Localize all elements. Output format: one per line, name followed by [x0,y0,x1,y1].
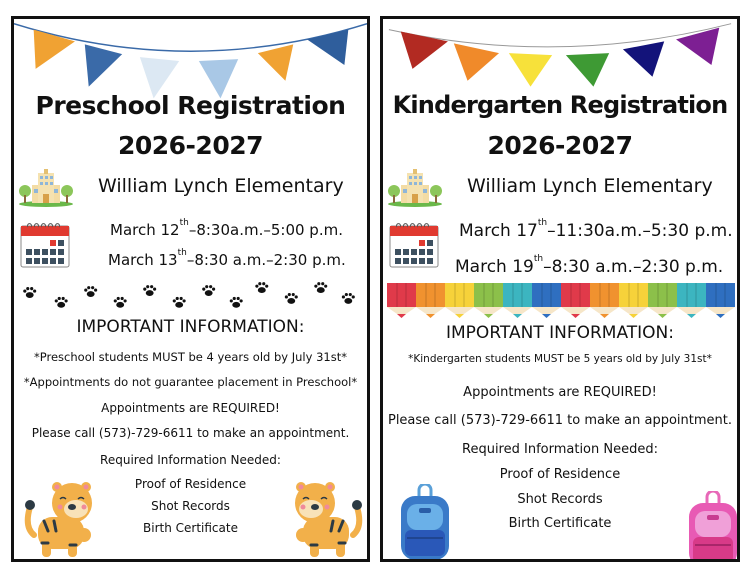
pink-backpack-icon [685,491,740,562]
important-heading: IMPORTANT INFORMATION: [446,323,674,343]
school-row [14,167,367,207]
flyer-title: Kindergarten Registration [392,91,728,119]
school-year: 2026-2027 [117,131,264,160]
flyer-title: Preschool Registration [35,91,346,120]
appointments-required: Appointments are REQUIRED! [101,401,280,415]
required-item: Proof of Residence [134,477,247,491]
pencil-border-icon [387,283,735,319]
calendar-icon [20,222,70,268]
phone-line: Please call (573)-729-6611 to make an appointment. [31,426,350,440]
required-heading: Required Information Needed: [462,442,658,457]
phone-line: Please call (573)-729-6611 to make an appointment. [387,413,732,428]
school-year: 2026-2027 [487,131,633,160]
kindergarten-flyer [380,16,740,562]
tiger-icon [20,477,110,561]
school-building-icon [18,167,74,207]
calendar-icon [389,222,439,268]
paw-prints-icon [14,281,367,311]
school-building-icon [387,167,443,207]
age-requirement: *Kindergarten students MUST be 5 years old by July 31st* [408,353,712,365]
blue-backpack-icon [397,484,453,562]
required-item: Shot Records [151,499,230,513]
required-item: Birth Certificate [143,521,238,535]
required-item: Birth Certificate [508,516,612,531]
date-line: March 19th–8:30 a.m.–2:30 p.m. [455,254,724,277]
appointments-required: Appointments are REQUIRED! [463,385,657,400]
placement-note: *Appointments do not guarantee placement in Preschool* [23,375,358,389]
required-heading: Required Information Needed: [100,453,281,467]
tiger-icon [277,477,367,561]
date-line: March 13th–8:30 a.m.–2:30 p.m. [108,248,346,269]
required-item: Shot Records [517,492,603,507]
preschool-flyer [11,16,370,562]
required-item: Proof of Residence [499,467,621,482]
age-requirement: *Preschool students MUST be 4 years old by July 31st* [34,350,347,364]
important-heading: IMPORTANT INFORMATION: [76,317,305,337]
school-name: William Lynch Elementary [98,175,344,197]
school-name: William Lynch Elementary [467,175,713,197]
date-line: March 17th–11:30a.m.–5:30 p.m. [459,218,733,241]
school-row [383,167,737,207]
date-line: March 12th–8:30a.m.–5:00 p.m. [110,218,343,239]
